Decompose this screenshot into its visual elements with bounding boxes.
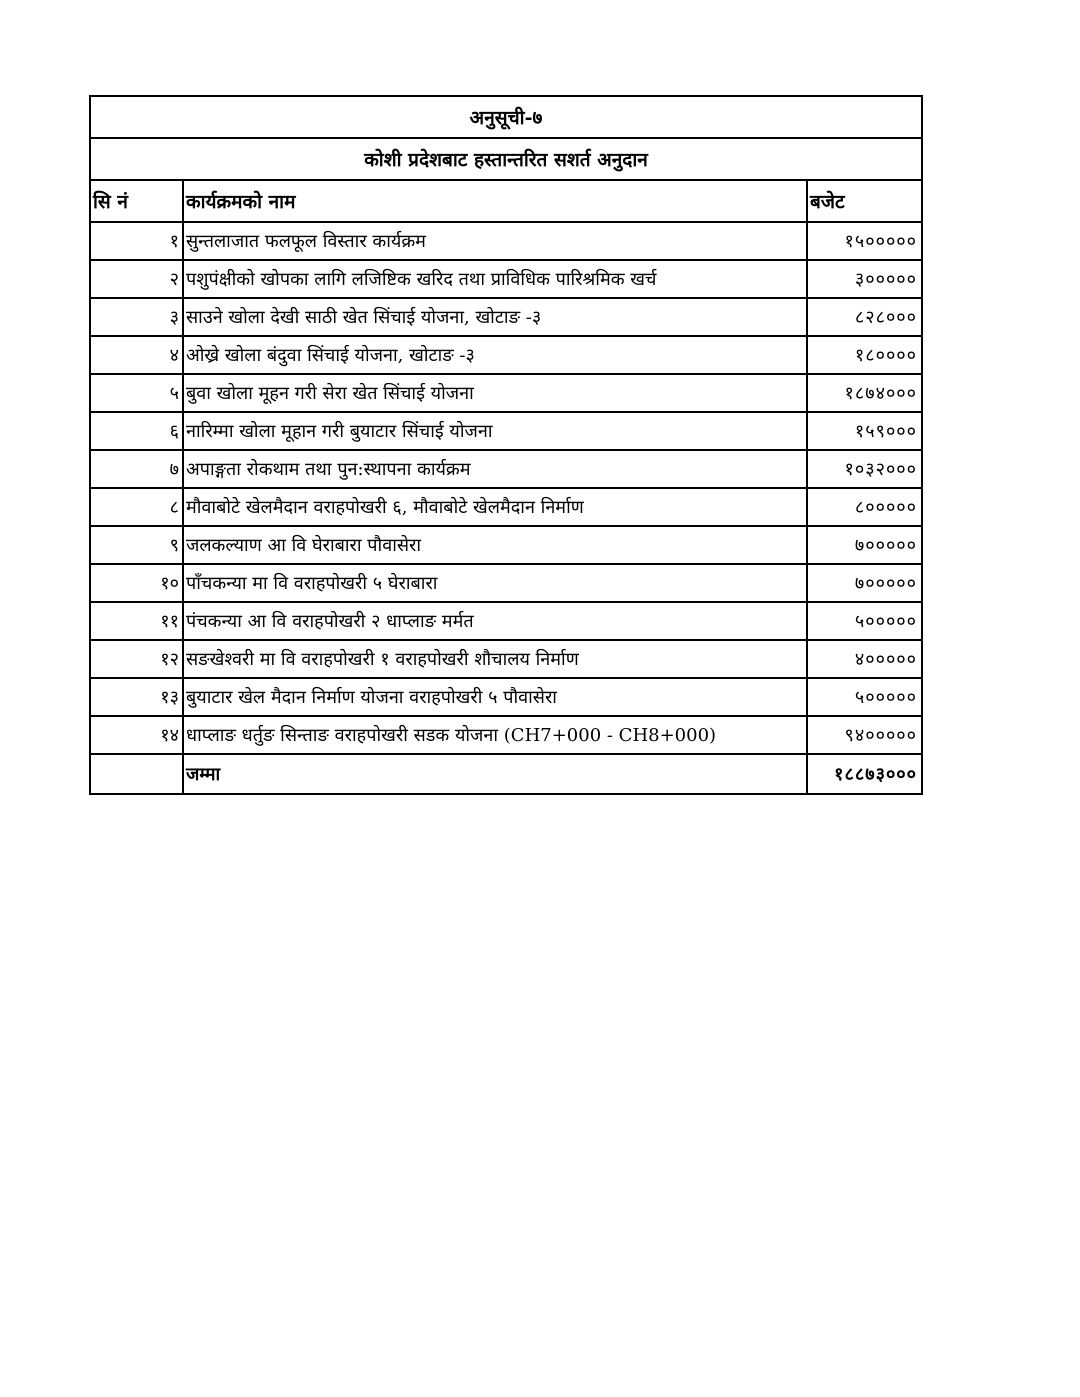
row-serial-number: १३: [90, 678, 183, 716]
row-budget: १५०००००: [807, 222, 922, 260]
row-serial-number: ८: [90, 488, 183, 526]
row-serial-number: १४: [90, 716, 183, 754]
row-budget: १८७४०००: [807, 374, 922, 412]
schedule-title-row: [90, 96, 922, 138]
row-serial-number: ३: [90, 298, 183, 336]
table-row: [90, 222, 922, 260]
row-budget: ५०००००: [807, 678, 922, 716]
table-row: [90, 260, 922, 298]
total-row: [90, 754, 922, 794]
row-budget: ३०००००: [807, 260, 922, 298]
row-budget: १८००००: [807, 336, 922, 374]
row-program-name: पंचकन्या आ वि वराहपोखरी २ धाप्लाङ मर्मत: [183, 602, 807, 640]
table-subtitle: कोशी प्रदेशबाट हस्तान्तरित सशर्त अनुदान: [90, 138, 922, 180]
row-program-name: बुवा खोला मूहन गरी सेरा खेत सिंचाई योजना: [183, 374, 807, 412]
table-row: [90, 298, 922, 336]
row-serial-number: १२: [90, 640, 183, 678]
table-row: [90, 640, 922, 678]
conditional-grant-table: [89, 95, 923, 795]
row-program-name: अपाङ्गता रोकथाम तथा पुन:स्थापना कार्यक्रम: [183, 450, 807, 488]
row-budget: १०३२०००: [807, 450, 922, 488]
row-program-name: बुयाटार खेल मैदान निर्माण योजना वराहपोखरी ५ पौवासेरा: [183, 678, 807, 716]
row-budget: ७०००००: [807, 526, 922, 564]
row-program-name: नारिम्मा खोला मूहान गरी बुयाटार सिंचाई योजना: [183, 412, 807, 450]
table-row: [90, 526, 922, 564]
row-serial-number: ४: [90, 336, 183, 374]
schedule-title: अनुसूची-७: [90, 96, 922, 138]
total-budget: १८८७३०००: [807, 754, 922, 794]
total-empty-cell: [90, 754, 183, 794]
column-header-sn: सि नं: [90, 180, 183, 222]
row-serial-number: १: [90, 222, 183, 260]
row-budget: १५९०००: [807, 412, 922, 450]
subtitle-row: [90, 138, 922, 180]
row-budget: ५०००००: [807, 602, 922, 640]
row-program-name: धाप्लाङ धर्तुङ सिन्ताङ वराहपोखरी सडक योजना (CH7+000 - CH8+000): [183, 716, 807, 754]
row-serial-number: १०: [90, 564, 183, 602]
row-serial-number: ११: [90, 602, 183, 640]
row-program-name: सुन्तलाजात फलफूल विस्तार कार्यक्रम: [183, 222, 807, 260]
table-row: [90, 488, 922, 526]
row-program-name: पाँचकन्या मा वि वराहपोखरी ५ घेराबारा: [183, 564, 807, 602]
row-program-name: जलकल्याण आ वि घेराबारा पौवासेरा: [183, 526, 807, 564]
table-row: [90, 336, 922, 374]
row-budget: ८०००००: [807, 488, 922, 526]
column-header-name: कार्यक्रमको नाम: [183, 180, 807, 222]
row-budget: ९४०००००: [807, 716, 922, 754]
row-serial-number: ५: [90, 374, 183, 412]
header-row: [90, 180, 922, 222]
table-row: [90, 678, 922, 716]
row-serial-number: ९: [90, 526, 183, 564]
table-row: [90, 412, 922, 450]
row-serial-number: ७: [90, 450, 183, 488]
row-budget: ८२८०००: [807, 298, 922, 336]
row-program-name: ओख्रे खोला बंदुवा सिंचाई योजना, खोटाङ -३: [183, 336, 807, 374]
table-row: [90, 450, 922, 488]
total-label: जम्मा: [183, 754, 807, 794]
row-budget: ४०००००: [807, 640, 922, 678]
column-header-budget: बजेट: [807, 180, 922, 222]
row-budget: ७०००००: [807, 564, 922, 602]
row-serial-number: ६: [90, 412, 183, 450]
row-program-name: साउने खोला देखी साठी खेत सिंचाई योजना, खोटाङ -३: [183, 298, 807, 336]
row-program-name: सङखेश्वरी मा वि वराहपोखरी १ वराहपोखरी शौचालय निर्माण: [183, 640, 807, 678]
table-row: [90, 716, 922, 754]
table-row: [90, 564, 922, 602]
table-row: [90, 374, 922, 412]
row-program-name: पशुपंक्षीको खोपका लागि लजिष्टिक खरिद तथा प्राविधिक पारिश्रमिक खर्च: [183, 260, 807, 298]
table-row: [90, 602, 922, 640]
row-program-name: मौवाबोटे खेलमैदान वराहपोखरी ६, मौवाबोटे खेलमैदान निर्माण: [183, 488, 807, 526]
row-serial-number: २: [90, 260, 183, 298]
